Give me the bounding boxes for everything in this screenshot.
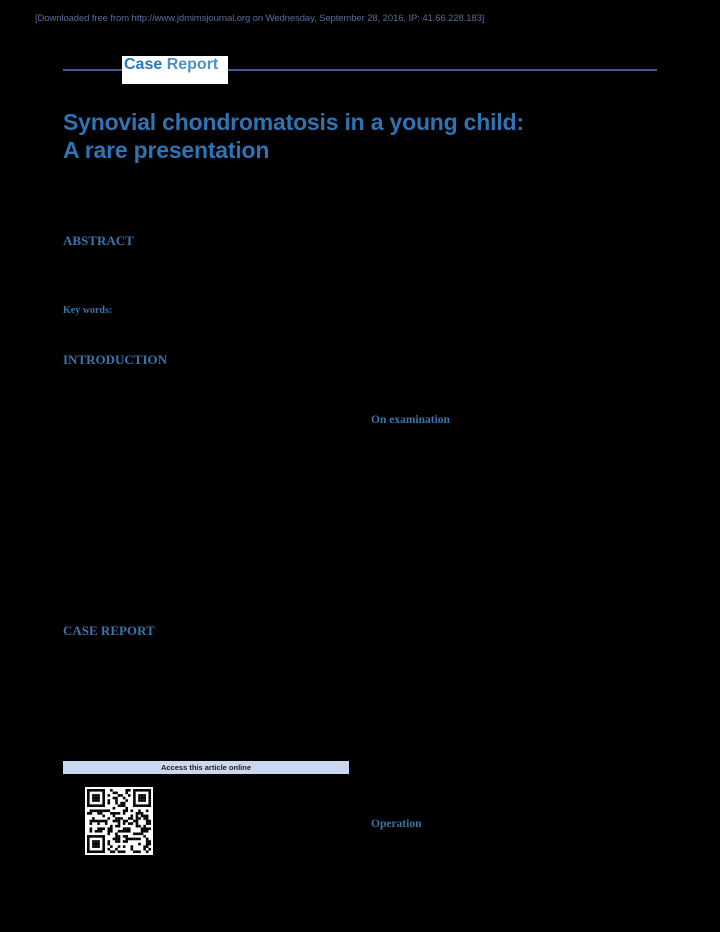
title-line-2: A rare presentation <box>63 137 270 163</box>
article-title <box>63 108 524 164</box>
article-type-word1: Case <box>124 56 163 73</box>
on-examination-heading: On examination <box>371 414 450 426</box>
download-note: [Downloaded free from http://www.jdmimsjournal.org on Wednesday, September 28, 2016, IP: 41.66.228.183] <box>35 13 485 24</box>
article-type-label <box>124 56 218 74</box>
qr-code-icon[interactable] <box>85 787 153 855</box>
keywords-heading: Key words: <box>63 305 113 316</box>
title-line-1: Synovial chondromatosis in a young child: <box>63 109 524 135</box>
case-report-heading: CASE REPORT <box>63 623 155 638</box>
article-type-word2: Report <box>166 56 219 73</box>
access-article-online-bar[interactable]: Access this article online <box>63 761 349 774</box>
abstract-heading: ABSTRACT <box>63 233 134 248</box>
introduction-heading: INTRODUCTION <box>63 352 168 367</box>
operation-heading: Operation <box>371 818 422 830</box>
